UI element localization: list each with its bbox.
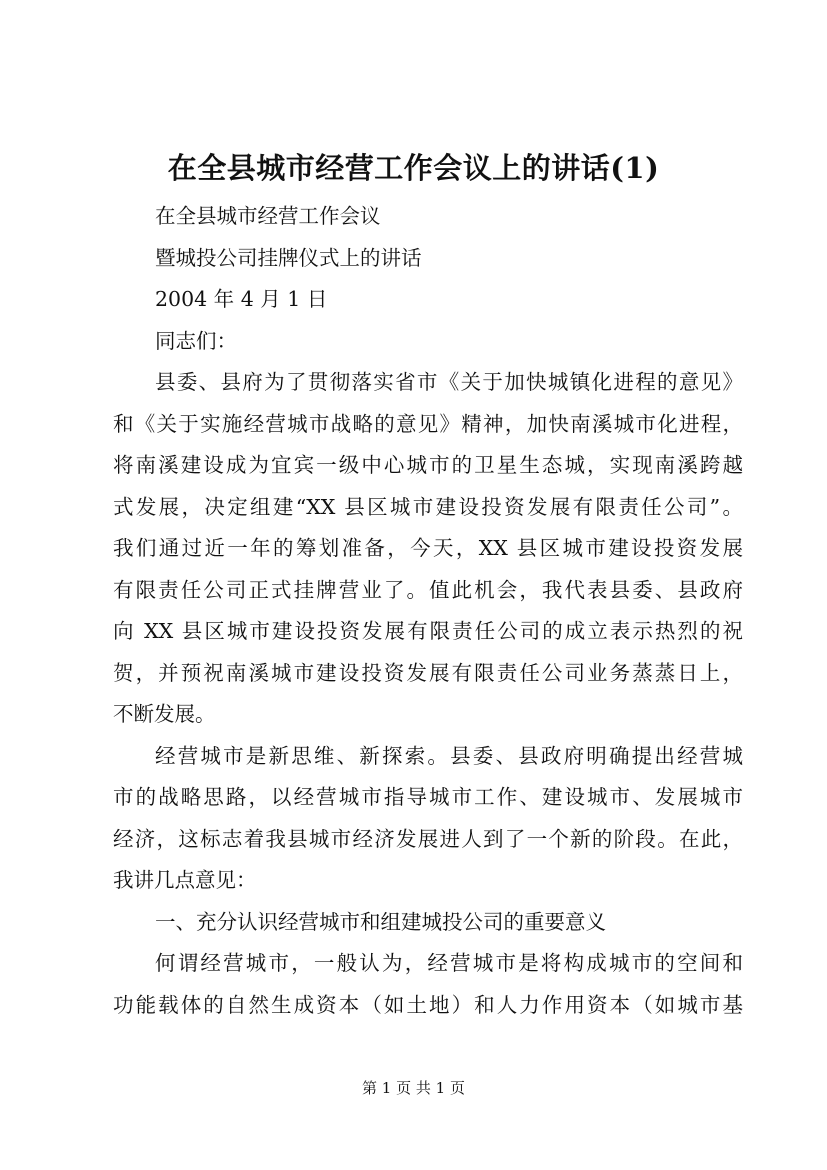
text-line: 式发展，决定组建“XX 县区城市建设投资发展有限责任公司”。 bbox=[113, 494, 743, 519]
text-line: 向 XX 县区城市建设投资发展有限责任公司的成立表示热烈的祝 bbox=[113, 619, 743, 643]
text-line: 我们通过近一年的筹划准备，今天，XX 县区城市建设投资发展 bbox=[113, 536, 743, 560]
document-title: 在全县城市经营工作会议上的讲话(1) bbox=[167, 151, 660, 185]
text-line: 同志们： bbox=[155, 328, 237, 353]
text-line: 贺，并预祝南溪城市建设投资发展有限责任公司业务蒸蒸日上， bbox=[113, 660, 743, 685]
page-footer: 第 1 页 共 1 页 bbox=[362, 1079, 465, 1097]
text-line: 和《关于实施经营城市战略的意见》精神，加快南溪城市化进程， bbox=[113, 411, 743, 436]
text-line: 功能载体的自然生成资本（如土地）和人力作用资本（如城市基 bbox=[113, 992, 743, 1017]
text-line: 一、充分认识经营城市和组建城投公司的重要意义 bbox=[155, 909, 606, 934]
text-line: 何谓经营城市，一般认为，经营城市是将构成城市的空间和 bbox=[155, 951, 743, 975]
text-line: 我讲几点意见： bbox=[113, 868, 257, 892]
text-line: 将南溪建设成为宜宾一级中心城市的卫星生态城，实现南溪跨越 bbox=[113, 453, 743, 477]
text-line: 经营城市是新思维、新探索。县委、县政府明确提出经营城 bbox=[155, 743, 743, 768]
text-line: 2004 年 4 月 1 日 bbox=[155, 287, 328, 311]
text-line: 暨城投公司挂牌仪式上的讲话 bbox=[155, 245, 422, 270]
text-line: 经济，这标志着我县城市经济发展进人到了一个新的阶段。在此， bbox=[113, 826, 743, 851]
text-line: 县委、县府为了贯彻落实省市《关于加快城镇化进程的意见》 bbox=[155, 370, 743, 394]
text-line: 市的战略思路，以经营城市指导城市工作、建设城市、发展城市 bbox=[113, 785, 743, 809]
text-line: 不断发展。 bbox=[113, 702, 216, 726]
document-body bbox=[113, 196, 743, 1026]
text-line: 有限责任公司正式挂牌营业了。值此机会，我代表县委、县政府 bbox=[113, 577, 743, 602]
text-line: 在全县城市经营工作会议 bbox=[155, 204, 381, 228]
